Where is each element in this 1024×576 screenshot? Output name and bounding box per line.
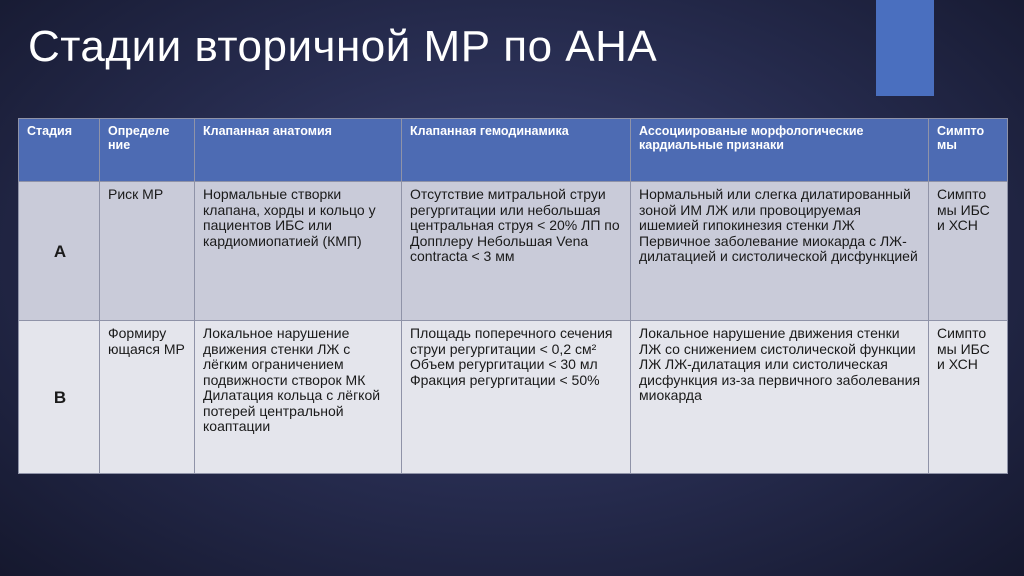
symptoms-cell: Симпто мы ИБС и ХСН (929, 182, 1008, 321)
morphology-cell: Локальное нарушение движения стенки ЛЖ со снижением систолической функции ЛЖ ЛЖ-дилатация или систолическая дисфункция из-за первичного заболевания миокарда (631, 321, 929, 474)
anatomy-cell: Локальное нарушение движения стенки ЛЖ с лёгким ограничением подвижности створок МК Дилатация кольца с лёгкой потерей центральной коаптации (195, 321, 402, 474)
stage-cell: А (19, 182, 100, 321)
mr-stages-table (18, 118, 1008, 474)
accent-block (876, 0, 934, 96)
stage-cell: В (19, 321, 100, 474)
hemodynamics-cell: Площадь поперечного сечения струи регургитации < 0,2 см² Объем регургитации < 30 мл Фракция регургитации < 50% (402, 321, 631, 474)
table-row (19, 321, 1008, 474)
morphology-cell: Нормальный или слегка дилатированный зоной ИМ ЛЖ или провоцируемая ишемией гипокинезия стенки ЛЖ Первичное заболевание миокарда с ЛЖ-дилатацией и систолической дисфункцией (631, 182, 929, 321)
table-header-row (19, 119, 1008, 182)
header-definition: Определе ние (100, 119, 195, 182)
header-valve-hemodynamics: Клапанная гемодинамика (402, 119, 631, 182)
definition-cell: Риск МР (100, 182, 195, 321)
header-stage: Стадия (19, 119, 100, 182)
header-symptoms: Симпто мы (929, 119, 1008, 182)
header-valve-anatomy: Клапанная анатомия (195, 119, 402, 182)
header-morphologic-signs: Ассоциированые морфологические кардиальные признаки (631, 119, 929, 182)
slide-title: Стадии вторичной МР по АНА (28, 22, 658, 71)
symptoms-cell: Симпто мы ИБС и ХСН (929, 321, 1008, 474)
hemodynamics-cell: Отсутствие митральной струи регургитации или небольшая центральная струя < 20% ЛП по Допплеру Небольшая Vena contracta < 3 мм (402, 182, 631, 321)
anatomy-cell: Нормальные створки клапана, хорды и кольцо у пациентов ИБС или кардиомиопатией (КМП) (195, 182, 402, 321)
definition-cell: Формиру ющаяся МР (100, 321, 195, 474)
table-row (19, 182, 1008, 321)
